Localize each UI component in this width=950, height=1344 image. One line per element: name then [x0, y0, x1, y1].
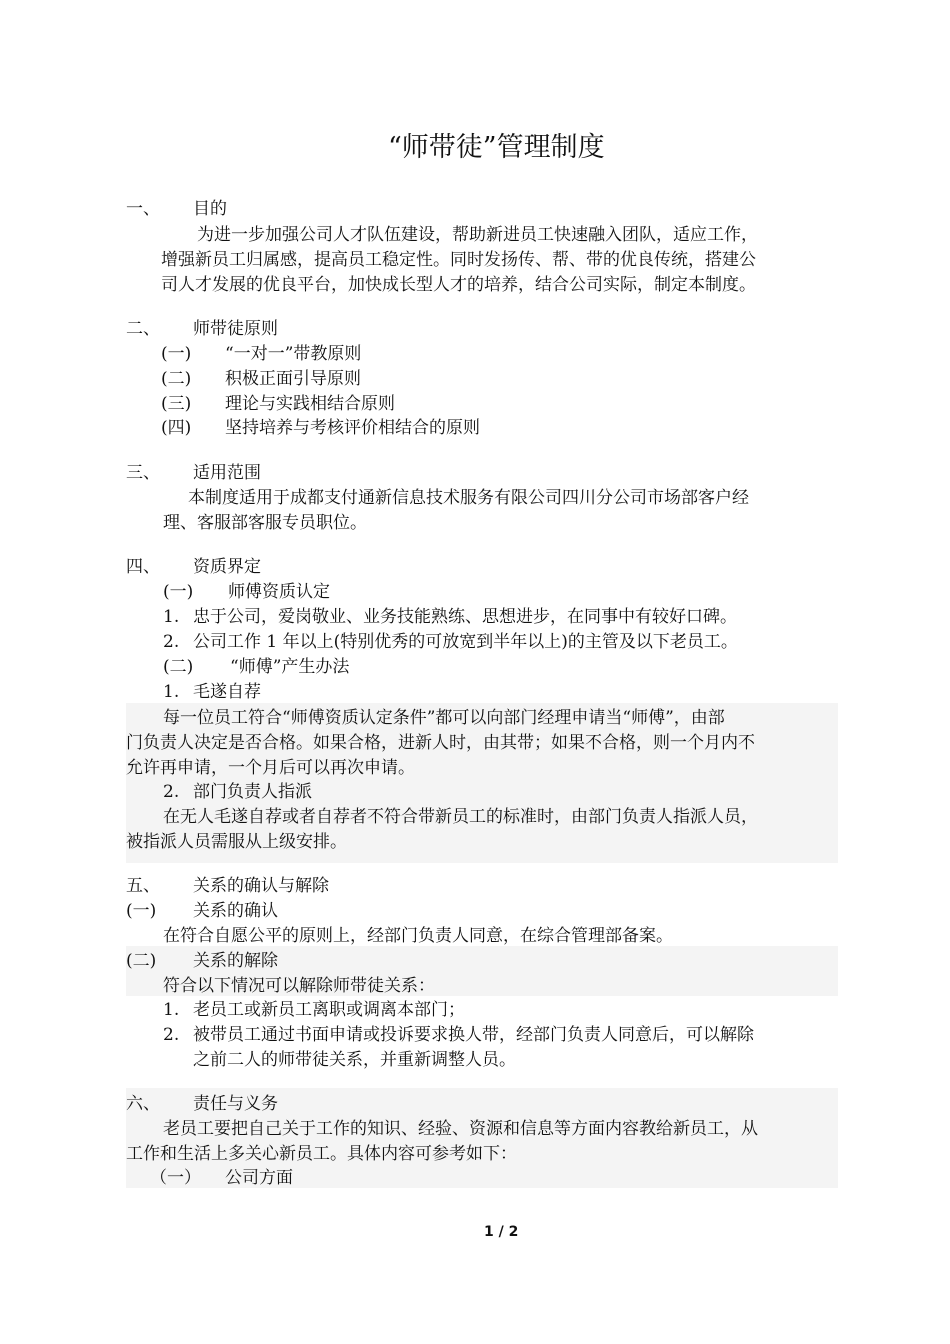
section-6-sub-1-heading: 公司方面	[225, 1168, 293, 1188]
principle-3-text: 理论与实践相结合原则	[225, 394, 395, 414]
section-4-heading: 资质界定	[193, 557, 261, 577]
section-5-sub-1-heading: 关系的确认	[193, 901, 278, 921]
section-3-para-line-1: 本制度适用于成都支付通新信息技术服务有限公司四川分公司市场部客户经	[188, 488, 749, 508]
section-4-number: 四、	[126, 557, 160, 577]
section-6-heading: 责任与义务	[193, 1094, 278, 1114]
section-3-para-line-2: 理、客服部客服专员职位。	[163, 513, 367, 533]
qualification-2-text: 公司工作 1 年以上(特别优秀的可放宽到半年以上)的主管及以下老员工。	[193, 632, 738, 652]
section-5-sub-2-heading: 关系的解除	[193, 951, 278, 971]
principle-1-text: “一对一”带教原则	[225, 344, 362, 364]
termination-1-text: 老员工或新员工离职或调离本部门；	[193, 1000, 465, 1020]
principle-1-number: (一)	[161, 344, 192, 364]
section-1-heading: 目的	[193, 199, 227, 219]
section-5-sub-1-number: (一)	[126, 901, 157, 921]
section-1-para-line-2: 增强新员工归属感，提高员工稳定性。同时发扬传、帮、带的优良传统，搭建公	[161, 250, 756, 270]
principle-2-number: (二)	[161, 369, 192, 389]
method-1-para-line-2: 门负责人决定是否合格。如果合格，进新人时，由其带；如果不合格，则一个月内不	[126, 733, 755, 753]
qualification-1-number: 1.	[163, 607, 180, 627]
method-1-number: 1.	[163, 682, 180, 702]
section-5-sub-2-number: (二)	[126, 951, 157, 971]
section-3-number: 三、	[126, 463, 160, 483]
method-1-heading: 毛遂自荐	[193, 682, 261, 702]
qualification-1-text: 忠于公司，爱岗敬业、业务技能熟练、思想进步，在同事中有较好口碑。	[193, 607, 737, 627]
termination-2-text-line-2: 之前二人的师带徒关系，并重新调整人员。	[193, 1050, 516, 1070]
section-5-heading: 关系的确认与解除	[193, 876, 329, 896]
principle-3-number: (三)	[161, 394, 192, 414]
section-5-sub-2-para: 符合以下情况可以解除师带徒关系：	[163, 976, 435, 996]
section-4-sub-2-number: (二)	[163, 657, 194, 677]
method-2-number: 2.	[163, 782, 180, 802]
document-title: “师带徒”管理制度	[388, 132, 605, 163]
section-6-sub-1-number: （一）	[150, 1168, 201, 1188]
section-1-number: 一、	[126, 199, 160, 219]
section-3-heading: 适用范围	[193, 463, 261, 483]
section-1-para-line-3: 司人才发展的优良平台，加快成长型人才的培养，结合公司实际，制定本制度。	[161, 275, 756, 295]
section-1-para-line-1: 为进一步加强公司人才队伍建设，帮助新进员工快速融入团队，适应工作，	[197, 225, 758, 245]
method-1-para-line-1: 每一位员工符合“师傅资质认定条件”都可以向部门经理申请当“师傅”，由部	[163, 708, 725, 728]
termination-2-text-line-1: 被带员工通过书面申请或投诉要求换人带，经部门负责人同意后，可以解除	[193, 1025, 754, 1045]
section-5-sub-1-para: 在符合自愿公平的原则上，经部门负责人同意，在综合管理部备案。	[163, 926, 673, 946]
qualification-2-number: 2.	[163, 632, 180, 652]
section-4-sub-1-heading: 师傅资质认定	[228, 582, 330, 602]
page-number: 1 / 2	[484, 1224, 519, 1240]
method-2-heading: 部门负责人指派	[193, 782, 312, 802]
principle-4-number: (四)	[161, 418, 192, 438]
principle-4-text: 坚持培养与考核评价相结合的原则	[225, 418, 480, 438]
principle-2-text: 积极正面引导原则	[225, 369, 361, 389]
section-6-number: 六、	[126, 1094, 160, 1114]
method-1-para-line-3: 允许再申请，一个月后可以再次申请。	[126, 758, 415, 778]
termination-2-number: 2.	[163, 1025, 180, 1045]
section-5-number: 五、	[126, 876, 160, 896]
section-4-sub-2-heading: “师傅”产生办法	[230, 657, 350, 677]
section-6-para-line-1: 老员工要把自己关于工作的知识、经验、资源和信息等方面内容教给新员工，从	[163, 1119, 758, 1139]
section-2-heading: 师带徒原则	[193, 319, 278, 339]
section-2-number: 二、	[126, 319, 160, 339]
section-4-sub-1-number: (一)	[163, 582, 194, 602]
method-2-para-line-1: 在无人毛遂自荐或者自荐者不符合带新员工的标准时，由部门负责人指派人员，	[163, 807, 758, 827]
termination-1-number: 1.	[163, 1000, 180, 1020]
section-6-para-line-2: 工作和生活上多关心新员工。具体内容可参考如下：	[126, 1144, 517, 1164]
method-2-para-line-2: 被指派人员需服从上级安排。	[126, 832, 347, 852]
